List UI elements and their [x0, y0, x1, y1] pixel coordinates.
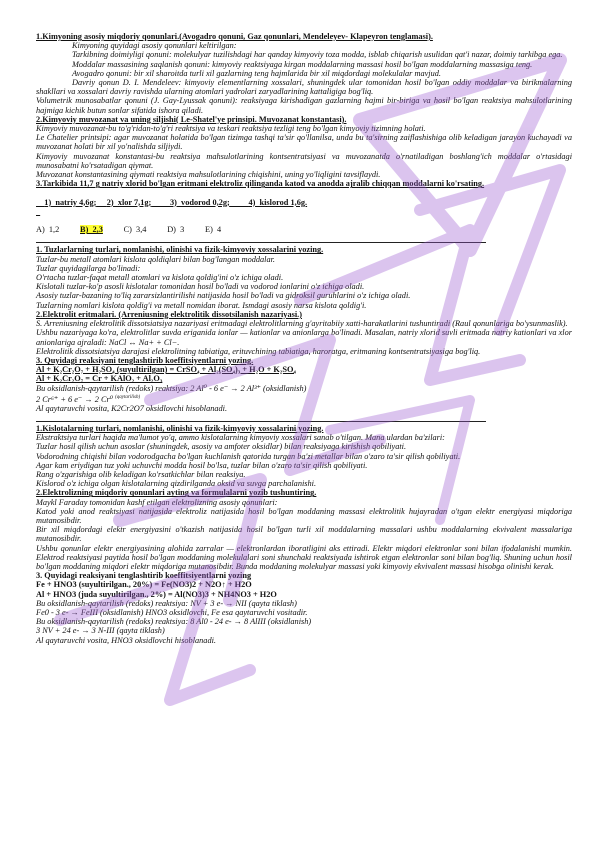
paragraph: Tarkibning doimiyligi qonuni: molekulyar tuzilishdagi har qanday kimyoviy toza modda, isblab chiqarish usulidan qat'i nazar, doimiy tarkibga ega. [72, 50, 563, 60]
paragraph [36, 393, 572, 404]
paragraph: Moddalar massasining saqlanish qonuni: kimyoviy reaktsiyaga kirgan moddalarning massasi hosil bo'lgan moddalarning massasiga teng. [72, 59, 533, 69]
paragraph: O'rtacha tuzlar-faqat metall atomlari va kislota qoldig'ini o'z ichiga oladi. [36, 273, 284, 283]
paragraph: Ushbu qonunlar elektr energiyasining alohida zarralar — elektronlardan iboratligini aks ettiradi. Elektr miqdori elektronlar soni bilan ifodalanishi mumkin. Elektrod reaktsiyasi paytida hosil bo'lgan moddaning molekulalari soni shunchaki reaktsiyada ishtirok etgan elektronlar soni bilan bog'liq. Shuning uchun hosil bo'lgan moddaning miqdori elektr miqdoriga mutanosibdir. Bunda moddaning molekulyar massasi yoki kimyoviy ekvivalent massasi hisobga olinishi kerak. [36, 543, 572, 571]
section-title: 1.Kimyoning asosiy miqdoriy qonunlari.(Avogadro qonuni, Gaz qonunlari, Mendeleyev- Klapeyron tenglamasi). [36, 32, 433, 41]
question-options [36, 188, 572, 216]
paragraph: Muvozanat konstantasining qiymati reaktsiya mahsulotlarining chiqishini, uning yo'liqligini tavsiflaydi. [36, 170, 381, 180]
paragraph: Ekstraktsiya turlari haqida ma'lumot yo'q, ammo kislotalarning kimyoviy xossalari sanab o'tilgan. Mana ulardan ba'zilari: [36, 433, 445, 443]
paragraph: Maykl Faraday tomonidan kashf etilgan elektrolizning asosiy qonunlari: [36, 497, 278, 507]
paragraph: Al qaytaruvchi vosita, K2Cr2O7 oksidlovchi hisoblanadi. [36, 403, 228, 413]
reaction-equation: Al + K₂Cr₂O₇ + H₂SO₄ (suyultirilgan) = CrSO₄ + Al₂(SO₄)₃ + H₂O + K₂SO₄ [36, 365, 296, 375]
answer-a: A) 1,2 [36, 225, 60, 235]
section-title: 2.Elektrolizning miqdoriy qonunlari ayting va formulalarni yozib tushuntiring. [36, 488, 317, 498]
paragraph: Kislotali tuzlar-ko'p asosli kislotalar tomonidan hosil bo'ladi va vodorod ionlarini o'z ichiga oladi. [36, 282, 365, 292]
paragraph: Bir xil miqdordagi elektr energiyasini o'tkazish natijasida hosil bo'lgan turli xil moddalarning massalari ushbu moddalarning ekvivalent massalariga mutanosibdir. [36, 525, 572, 544]
paragraph: Bu oksidlanish-qaytarilish (redoks) reaktsiya: NV + 3 e- → NII (qayta tiklash) [36, 598, 297, 608]
paragraph: Tuzlarning nomlari kislota qoldig'i va metall nomidan iborat. Ismdagi asosiy narsa kislota qoldig'i. [36, 300, 367, 310]
document-page [36, 32, 572, 645]
answer-c: C) 3,4 [123, 225, 147, 235]
answer-choices [36, 216, 572, 234]
paragraph: S. Arreniusning elektrolitik dissotsiatsiya nazariyasi eritmadagi elektrolitlarning g'ayritabiiy xatti-harakatlarini tushuntiradi (Raul qonunlariga bo'ysunmaslik). [36, 319, 568, 329]
option-4: 4) kislorod 1,6g. [248, 197, 308, 207]
paragraph: Katod yoki anod reaktsiyasi natijasida elektroliz natijasida hosil bo'lgan moddaning massasi elektrolitik hujayradan o'tgan elektr energiyasi miqdoriga mutanosibdir. [36, 506, 572, 525]
reaction-equation: Al + HNO3 (juda suyultirilgan., 2%) = Al(NO3)3 + NH4NO3 + H2O [36, 589, 277, 599]
paragraph: Kislorod o'z ichiga olgan kislotalarning qizdirilganda oksid va suvga parchalanishi. [36, 479, 317, 489]
paragraph: Volumetrik munosabatlar qonuni (J. Gay-Lyussak qonuni): reaksiyaga kirishadigan gazlarning hajmi bir-biriga va hosil bo'lgan reaktsiya mahsulotlarining hajmiga kichik butun sonlar sifatida ishora qiladi. [36, 96, 572, 115]
divider [36, 421, 486, 422]
paragraph: Le Chatelier printsipi: agar muvozanat holatida bo'lgan tizimga tashqi ta'sir qo'llanilsa, unda bu ta'sirning zaiflashishiga olib keladigan jarayon kuchayadi va muvozanat holati bir xil yo'nalishda siljiydi. [36, 133, 572, 152]
paragraph: Avogadro qonuni: bir xil sharoitda turli xil gazlarning teng hajmlarida bir xil miqdordagi molekulalar mavjud. [72, 68, 441, 78]
option-2: 2) xlor 7,1g; [106, 197, 152, 207]
section-title: 1.Kislotalarning turlari, nomlanishi, olinishi va fizik-kimyoviy xossalarini yozing. [36, 423, 324, 433]
paragraph: Tuzlar-bu metall atomlari kislota qoldiqlari bilan bog'langan moddalar. [36, 254, 276, 264]
half-reaction-note: (qaytarilish) [115, 394, 141, 400]
option-3: 3) vodorod 0,2g; [170, 197, 230, 207]
paragraph: 3 NV + 24 e- → 3 N-III (qayta tiklash) [36, 626, 165, 636]
paragraph: Vodorodning chiqishi bilan vodorodgacha bo'lgan kuchlanish qatorida turgan ba'zi metallar bilan o'zaro ta'sir qilish qobiliyati. [36, 451, 461, 461]
answer-d: D) 3 [167, 225, 185, 235]
question-title: 3.Tarkibida 11,7 g natriy xlorid bo'lgan eritmani elektroliz qilinganda katod va anodda ajralib chiqqan moddalarni ko'rsating. [36, 179, 485, 189]
answer-b-selected: B) 2,3 [80, 225, 103, 235]
reaction-equation: Al + K₂Cr₂O₇ = Cr + KAlO₂ + Al₂O₃ [36, 374, 163, 384]
paragraph: Elektrolitik dissotsiatsiya darajasi elektrolitning tabiatiga, erituvchining tabiatiga, haroratga, eritmaning kontsentratsiyasiga bog'liq. [36, 346, 481, 356]
paragraph: Fe0 - 3 e- → FeIII (oksidlanish) HNO3 oksidlovchi, Fe esa qaytaruvchi vositadir. [36, 607, 308, 617]
paragraph: Ushbu nazariyaga ko'ra, elektrolitlar suvda eriganida ionlar — kationlar va anionlarga bo'linadi. Masalan, natriy xlorid suvli eritmada natriy kationlari va xlor anionlariga ajraladi: NaCl ↔ Na+ + Cl−. [36, 328, 572, 347]
paragraph: Bu oksidlanish-qaytarilish (redoks) reaktsiya: 8 Al0 - 24 e- → 8 AlIII (oksidlanish) [36, 617, 312, 627]
half-reaction: 2 Cr⁶⁺ + 6 e⁻ → 2 Cr⁰ [36, 394, 114, 404]
option-1: 1) natriy 4,6g; [44, 197, 97, 207]
paragraph: Kimyoviy muvozanat konstantasi-bu reaktsiya mahsulotlarining kontsentratsiyasi va muvozanatda o'rnatiladigan boshlang'ich moddalar o'rtasidagi munosabatni ko'rsatadigan qiymat. [36, 151, 572, 170]
divider [36, 242, 486, 243]
paragraph: Bu oksidlanish-qaytarilish (redoks) reaktsiya: 2 Al⁰ - 6 e⁻ → 2 Al³⁺ (oksidlanish) [36, 383, 307, 393]
reaction-equation: Fe + HNO3 (suyultirilgan., 20%) = Fe(NO3)2 + N2O↑ + H2O [36, 580, 252, 590]
paragraph: Al qaytaruvchi vosita, HNO3 oksidlovchi hisoblanadi. [36, 635, 216, 645]
section-title: 2.Kimyoviy muvozanat va uning siljishi( Le-Shatel'ye prinsipi. Muvozanat konstantasi). [36, 114, 347, 124]
section-title: 3. Quyidagi reaksiyani tenglashtirib koeffitsiyentlarni yozing. [36, 355, 254, 365]
paragraph: Rang o'zgarishiga olib keladigan ko'rsatkichlar bilan reaksiya. [36, 469, 246, 479]
section-title: 1. Tuzlarlarning turlari, nomlanishi, olinishi va fizik-kimyoviy xossalarini yozing. [36, 245, 324, 255]
paragraph: Asosiy tuzlar-bazaning to'liq zararsizlantirilishi natijasida hosil bo'ladi va gidroksil guruhlarini o'z ichiga oladi. [36, 291, 411, 301]
answer-e: E) 4 [205, 225, 222, 235]
paragraph: Kimyoning quyidagi asosiy qonunlari keltirilgan: [72, 41, 237, 51]
section-title: 3. Quyidagi reaksiyani tenglashtirib koeffitsiyentlarni yozing [36, 571, 252, 581]
paragraph: Kimyoviy muvozanat-bu to'g'ridan-to'g'ri reaktsiya va teskari reaktsiya tezligi teng bo'lgan kimyoviy tizimning holati. [36, 124, 426, 134]
section-title: 2.Elektrolit eritmalari. (Arreniusning elektrolitik dissotsilanish nazariyasi.) [36, 309, 302, 319]
paragraph: Agar kam eriydigan tuz yoki uchuvchi modda hosil bo'lsa, tuzlar bilan o'zaro ta'sir qilish qobiliyati. [36, 460, 368, 470]
paragraph: Tuzlar hosil qilish uchun asoslar (shuningdek, asosiy va amfoter oksidlar) bilan reaksiyaga kirishish qobiliyati. [36, 442, 407, 452]
paragraph: Tuzlar quyidagilarga bo'linadi: [36, 263, 141, 273]
paragraph: Davriy qonun D. I. Mendeleev: kimyoviy elementlarning xossalari, shuningdek ular tomonidan hosil bo'lgan oddiy moddalar va birikmalarning shakllari va xossalari davriy ravishda ularning atomlari yadrolari zaryadlarining kattaligiga bog'liq. [36, 78, 572, 97]
